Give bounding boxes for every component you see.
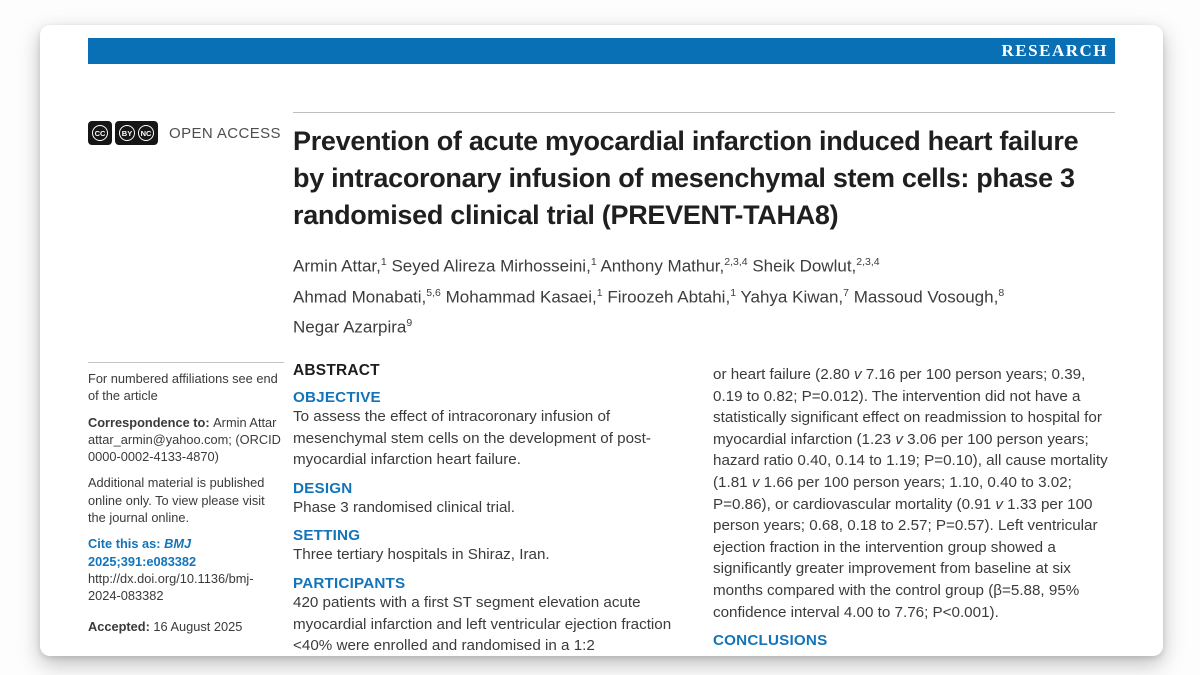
cc-nc-icon: NC bbox=[138, 125, 154, 141]
abstract-section-heading: DESIGN bbox=[293, 479, 353, 497]
accepted-note: Accepted: 16 August 2025 bbox=[88, 618, 243, 634]
research-banner bbox=[88, 38, 1115, 64]
cc-icon: CC bbox=[92, 125, 108, 141]
abstract-section-heading: PARTICIPANTS bbox=[293, 574, 406, 592]
additional-material-note: Additional material is published online only. To view please visit the journal online. bbox=[88, 475, 265, 526]
title-divider bbox=[293, 112, 1115, 113]
author-name: Seyed Alireza Mirhosseini, bbox=[386, 256, 591, 276]
author-name: Anthony Mathur, bbox=[596, 256, 725, 276]
abstract-section-heading: SETTING bbox=[293, 527, 361, 545]
abstract-results-continued: or heart failure (2.80 v 7.16 per 100 person years; 0.39, 0.19 to 0.82; P=0.012). The intervention did not have a statistically significant effect on readmission to hospital for myocardial infarction (1.23 v 3.06 per 100 person years; hazard ratio 0.40, 0.14 to 1.19; P=0.10), all cause mortality (1.81 v 1.66 per 100 person years; 1.10, 0.40 to 3.02; P=0.86), or cardiovascular mortality (0.91 v 1.33 per 100 person years; 0.68, 0.18 to 2.57; P=0.57). Left ventricular ejection fraction in the intervention group showed a significantly greater improvement from baseline at six months compared with the control group (β=5.88, 95% confidence interval 4.00 to 7.76; P<0.001). bbox=[713, 365, 1108, 621]
cc-by-icon: BY bbox=[119, 125, 135, 141]
abstract-section-body: Three tertiary hospitals in Shiraz, Iran. bbox=[293, 546, 550, 564]
author-line bbox=[293, 310, 1115, 341]
affiliation-superscript: 7 bbox=[843, 286, 849, 299]
research-banner-label: RESEARCH bbox=[1001, 41, 1108, 60]
open-access-badge bbox=[88, 121, 293, 145]
affiliation-superscript: 9 bbox=[406, 317, 413, 330]
abstract-heading: ABSTRACT bbox=[293, 361, 380, 379]
abstract-left-column bbox=[293, 362, 695, 656]
affiliation-superscript: 1 bbox=[590, 256, 597, 268]
author-name: Negar Azarpira bbox=[293, 317, 407, 337]
open-access-label: OPEN ACCESS bbox=[169, 124, 281, 142]
paper-page bbox=[40, 25, 1163, 656]
author-name: Sheik Dowlut, bbox=[747, 256, 857, 276]
abstract-section-body: Phase 3 randomised clinical trial. bbox=[293, 498, 516, 516]
author-line bbox=[293, 280, 1115, 311]
affiliation-superscript: 2,3,4 bbox=[856, 256, 880, 268]
affiliations-note: For numbered affiliations see end of the article bbox=[88, 370, 278, 404]
abstract-section-body: 420 patients with a first ST segment elevation acute myocardial infarction and left ventricular ejection fraction <40% were enrolled and randomised in a 1:2 bbox=[293, 593, 672, 655]
affiliation-superscript: 8 bbox=[998, 286, 1005, 299]
affiliation-superscript: 5,6 bbox=[426, 286, 441, 299]
cc-license-icon bbox=[88, 121, 112, 145]
cc-by-nc-icon bbox=[115, 121, 158, 145]
author-name: Firoozeh Abtahi, bbox=[602, 287, 731, 307]
affiliation-superscript: 1 bbox=[730, 286, 737, 299]
conclusions-heading: CONCLUSIONS bbox=[713, 632, 828, 650]
author-list bbox=[293, 249, 1115, 341]
abstract-right-column bbox=[713, 362, 1115, 656]
affiliation-superscript: 2,3,4 bbox=[724, 256, 748, 268]
author-name: Mohammad Kasaei, bbox=[440, 287, 597, 307]
author-name: Armin Attar, bbox=[293, 256, 381, 276]
affiliation-superscript: 1 bbox=[380, 256, 387, 268]
article-title: Prevention of acute myocardial infarction induced heart failure by intracoronary infusion of mesenchymal stem cells: phase 3 randomised clinical trial (PREVENT-TAHA8) bbox=[293, 126, 1079, 230]
abstract-section-heading: OBJECTIVE bbox=[293, 388, 381, 406]
abstract bbox=[293, 362, 1115, 656]
author-name: Massoud Vosough, bbox=[848, 287, 999, 307]
sidebar-notes bbox=[88, 362, 284, 656]
cite-note: Cite this as: BMJ 2025;391:e083382 bbox=[88, 536, 197, 569]
correspondence-note: Correspondence to: Armin Attar attar_armin@yahoo.com; (ORCID 0000-0002-4133-4870) bbox=[88, 414, 281, 465]
author-name: Ahmad Monabati, bbox=[293, 287, 427, 307]
author-name: Yahya Kiwan, bbox=[736, 287, 844, 307]
doi-link[interactable]: http://dx.doi.org/10.1136/bmj-2024-083382 bbox=[88, 570, 254, 604]
author-line bbox=[293, 249, 1115, 280]
abstract-section-body: To assess the effect of intracoronary infusion of mesenchymal stem cells on the development of post-myocardial infarction heart failure. bbox=[293, 407, 651, 469]
affiliation-superscript: 1 bbox=[596, 286, 603, 299]
